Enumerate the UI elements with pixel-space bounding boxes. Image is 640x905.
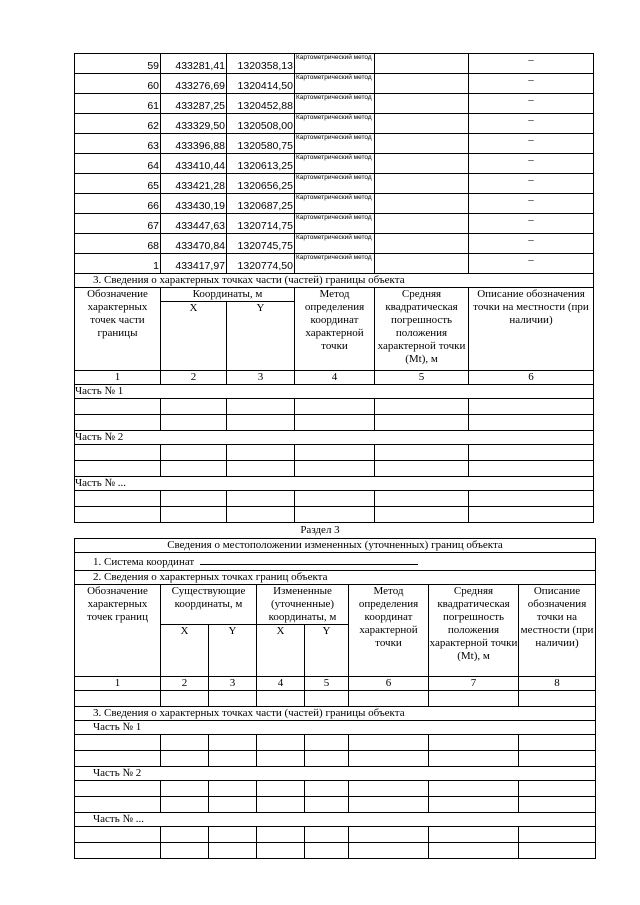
col-number: 2 <box>161 371 227 385</box>
method-cell: Картометрический метод <box>295 134 375 154</box>
section-heading: 3. Сведения о характерных точках части (частей) границы объекта <box>75 707 596 721</box>
point-number: 59 <box>75 54 161 74</box>
table-row <box>75 94 594 114</box>
x-coordinate: 433447,63 <box>161 214 227 234</box>
column-number-row <box>75 677 596 691</box>
col-y-header: Y <box>209 625 257 677</box>
table-row <box>75 491 594 507</box>
y-coordinate: 1320580,75 <box>227 134 295 154</box>
col-number: 1 <box>75 677 161 691</box>
part-label: Часть № ... <box>75 813 596 827</box>
section-title-row <box>75 539 596 553</box>
method-cell: Картометрический метод <box>295 254 375 274</box>
point-number: 66 <box>75 194 161 214</box>
col-number: 4 <box>257 677 305 691</box>
y-coordinate: 1320774,50 <box>227 254 295 274</box>
x-coordinate: 433276,69 <box>161 74 227 94</box>
part-label: Часть № 2 <box>75 767 596 781</box>
col-designation-header: Обозначение характерных точек части границы <box>75 288 161 371</box>
part-label-row <box>75 813 596 827</box>
col-x-header: X <box>161 625 209 677</box>
col-y-header: Y <box>305 625 349 677</box>
x-coordinate: 433430,19 <box>161 194 227 214</box>
x-coordinate: 433287,25 <box>161 94 227 114</box>
y-coordinate: 1320452,88 <box>227 94 295 114</box>
table-row <box>75 234 594 254</box>
coord-system-row <box>75 553 596 571</box>
col-y-header: Y <box>227 302 295 371</box>
table-row <box>75 174 594 194</box>
col-number: 7 <box>429 677 519 691</box>
part-label-row <box>75 721 596 735</box>
description-cell: – <box>469 254 594 274</box>
part-label-row <box>75 431 594 445</box>
section-heading-row <box>75 571 596 585</box>
col-desc-header: Описание обозначения точки на местности (при наличии) <box>469 288 594 371</box>
col-number: 6 <box>469 371 594 385</box>
table-row <box>75 827 596 843</box>
description-cell: – <box>469 54 594 74</box>
col-number: 1 <box>75 371 161 385</box>
col-number: 5 <box>305 677 349 691</box>
coord-system-label: 1. Система координат <box>93 556 195 568</box>
column-number-row <box>75 371 594 385</box>
x-coordinate: 433281,41 <box>161 54 227 74</box>
description-cell: – <box>469 134 594 154</box>
table-header-row <box>75 288 594 302</box>
error-cell <box>375 54 469 74</box>
section-heading-row <box>75 707 596 721</box>
part-label: Часть № 2 <box>75 431 594 445</box>
part-label: Часть № ... <box>75 477 594 491</box>
table-row <box>75 507 594 523</box>
table-row <box>75 214 594 234</box>
error-cell <box>375 234 469 254</box>
part-label: Часть № 1 <box>75 385 594 399</box>
col-method-header: Метод определения координат характерной точки <box>349 585 429 677</box>
description-cell: – <box>469 214 594 234</box>
col-number: 3 <box>209 677 257 691</box>
point-number: 64 <box>75 154 161 174</box>
method-cell: Картометрический метод <box>295 214 375 234</box>
method-cell: Картометрический метод <box>295 194 375 214</box>
table-row <box>75 114 594 134</box>
description-cell: – <box>469 154 594 174</box>
col-number: 3 <box>227 371 295 385</box>
table-row <box>75 735 596 751</box>
col-error-header: Средняя квадратическая погрешность положения характерной точки (Mt), м <box>429 585 519 677</box>
table-row <box>75 415 594 431</box>
col-designation-header: Обозначение характерных точек границ <box>75 585 161 677</box>
method-cell: Картометрический метод <box>295 174 375 194</box>
table-row <box>75 74 594 94</box>
changed-boundaries-table <box>74 538 596 859</box>
error-cell <box>375 154 469 174</box>
point-number: 62 <box>75 114 161 134</box>
point-number: 68 <box>75 234 161 254</box>
col-number: 2 <box>161 677 209 691</box>
error-cell <box>375 134 469 154</box>
method-cell: Картометрический метод <box>295 54 375 74</box>
point-number: 67 <box>75 214 161 234</box>
section-heading: 3. Сведения о характерных точках части (частей) границы объекта <box>75 274 594 288</box>
col-number: 6 <box>349 677 429 691</box>
y-coordinate: 1320358,13 <box>227 54 295 74</box>
col-x-header: X <box>161 302 227 371</box>
description-cell: – <box>469 114 594 134</box>
table-row <box>75 399 594 415</box>
error-cell <box>375 174 469 194</box>
table-row <box>75 797 596 813</box>
table-row <box>75 781 596 797</box>
col-number: 5 <box>375 371 469 385</box>
y-coordinate: 1320414,50 <box>227 74 295 94</box>
x-coordinate: 433329,50 <box>161 114 227 134</box>
x-coordinate: 433417,97 <box>161 254 227 274</box>
description-cell: – <box>469 74 594 94</box>
description-cell: – <box>469 94 594 114</box>
y-coordinate: 1320714,75 <box>227 214 295 234</box>
section-heading: 2. Сведения о характерных точках границ объекта <box>75 571 596 585</box>
table-row <box>75 691 596 707</box>
method-cell: Картометрический метод <box>295 154 375 174</box>
table-row <box>75 194 594 214</box>
y-coordinate: 1320508,00 <box>227 114 295 134</box>
point-number: 61 <box>75 94 161 114</box>
table-row <box>75 445 594 461</box>
error-cell <box>375 74 469 94</box>
method-cell: Картометрический метод <box>295 114 375 134</box>
col-x-header: X <box>257 625 305 677</box>
point-number: 63 <box>75 134 161 154</box>
method-cell: Картометрический метод <box>295 234 375 254</box>
table-row <box>75 54 594 74</box>
x-coordinate: 433396,88 <box>161 134 227 154</box>
coord-system-line <box>200 553 418 565</box>
x-coordinate: 433421,28 <box>161 174 227 194</box>
table-row <box>75 751 596 767</box>
point-number: 60 <box>75 74 161 94</box>
error-cell <box>375 214 469 234</box>
description-cell: – <box>469 194 594 214</box>
col-existing-header: Существующие координаты, м <box>161 585 257 625</box>
table-row <box>75 843 596 859</box>
table-row <box>75 254 594 274</box>
error-cell <box>375 194 469 214</box>
table-row <box>75 134 594 154</box>
table-header-row <box>75 585 596 625</box>
description-cell: – <box>469 234 594 254</box>
x-coordinate: 433410,44 <box>161 154 227 174</box>
col-method-header: Метод определения координат характерной точки <box>295 288 375 371</box>
col-error-header: Средняя квадратическая погрешность положения характерной точки (Mt), м <box>375 288 469 371</box>
x-coordinate: 433470,84 <box>161 234 227 254</box>
point-number: 1 <box>75 254 161 274</box>
point-number: 65 <box>75 174 161 194</box>
y-coordinate: 1320656,25 <box>227 174 295 194</box>
part-label-row <box>75 767 596 781</box>
description-cell: – <box>469 174 594 194</box>
coordinates-table <box>74 53 594 523</box>
method-cell: Картометрический метод <box>295 94 375 114</box>
col-changed-header: Измененные (уточненные) координаты, м <box>257 585 349 625</box>
part-label-row <box>75 477 594 491</box>
section-heading-row <box>75 274 594 288</box>
part-label: Часть № 1 <box>75 721 596 735</box>
error-cell <box>375 254 469 274</box>
col-number: 8 <box>519 677 596 691</box>
y-coordinate: 1320613,25 <box>227 154 295 174</box>
section-title: Сведения о местоположении измененных (уточненных) границ объекта <box>75 539 596 553</box>
col-desc-header: Описание обозначения точки на местности (при наличии) <box>519 585 596 677</box>
method-cell: Картометрический метод <box>295 74 375 94</box>
part-label-row <box>75 385 594 399</box>
table-row <box>75 461 594 477</box>
y-coordinate: 1320687,25 <box>227 194 295 214</box>
error-cell <box>375 114 469 134</box>
coordinate-rows <box>75 54 594 274</box>
y-coordinate: 1320745,75 <box>227 234 295 254</box>
col-coords-header: Координаты, м <box>161 288 295 302</box>
col-number: 4 <box>295 371 375 385</box>
section-number: Раздел 3 <box>300 524 340 536</box>
table-row <box>75 154 594 174</box>
error-cell <box>375 94 469 114</box>
